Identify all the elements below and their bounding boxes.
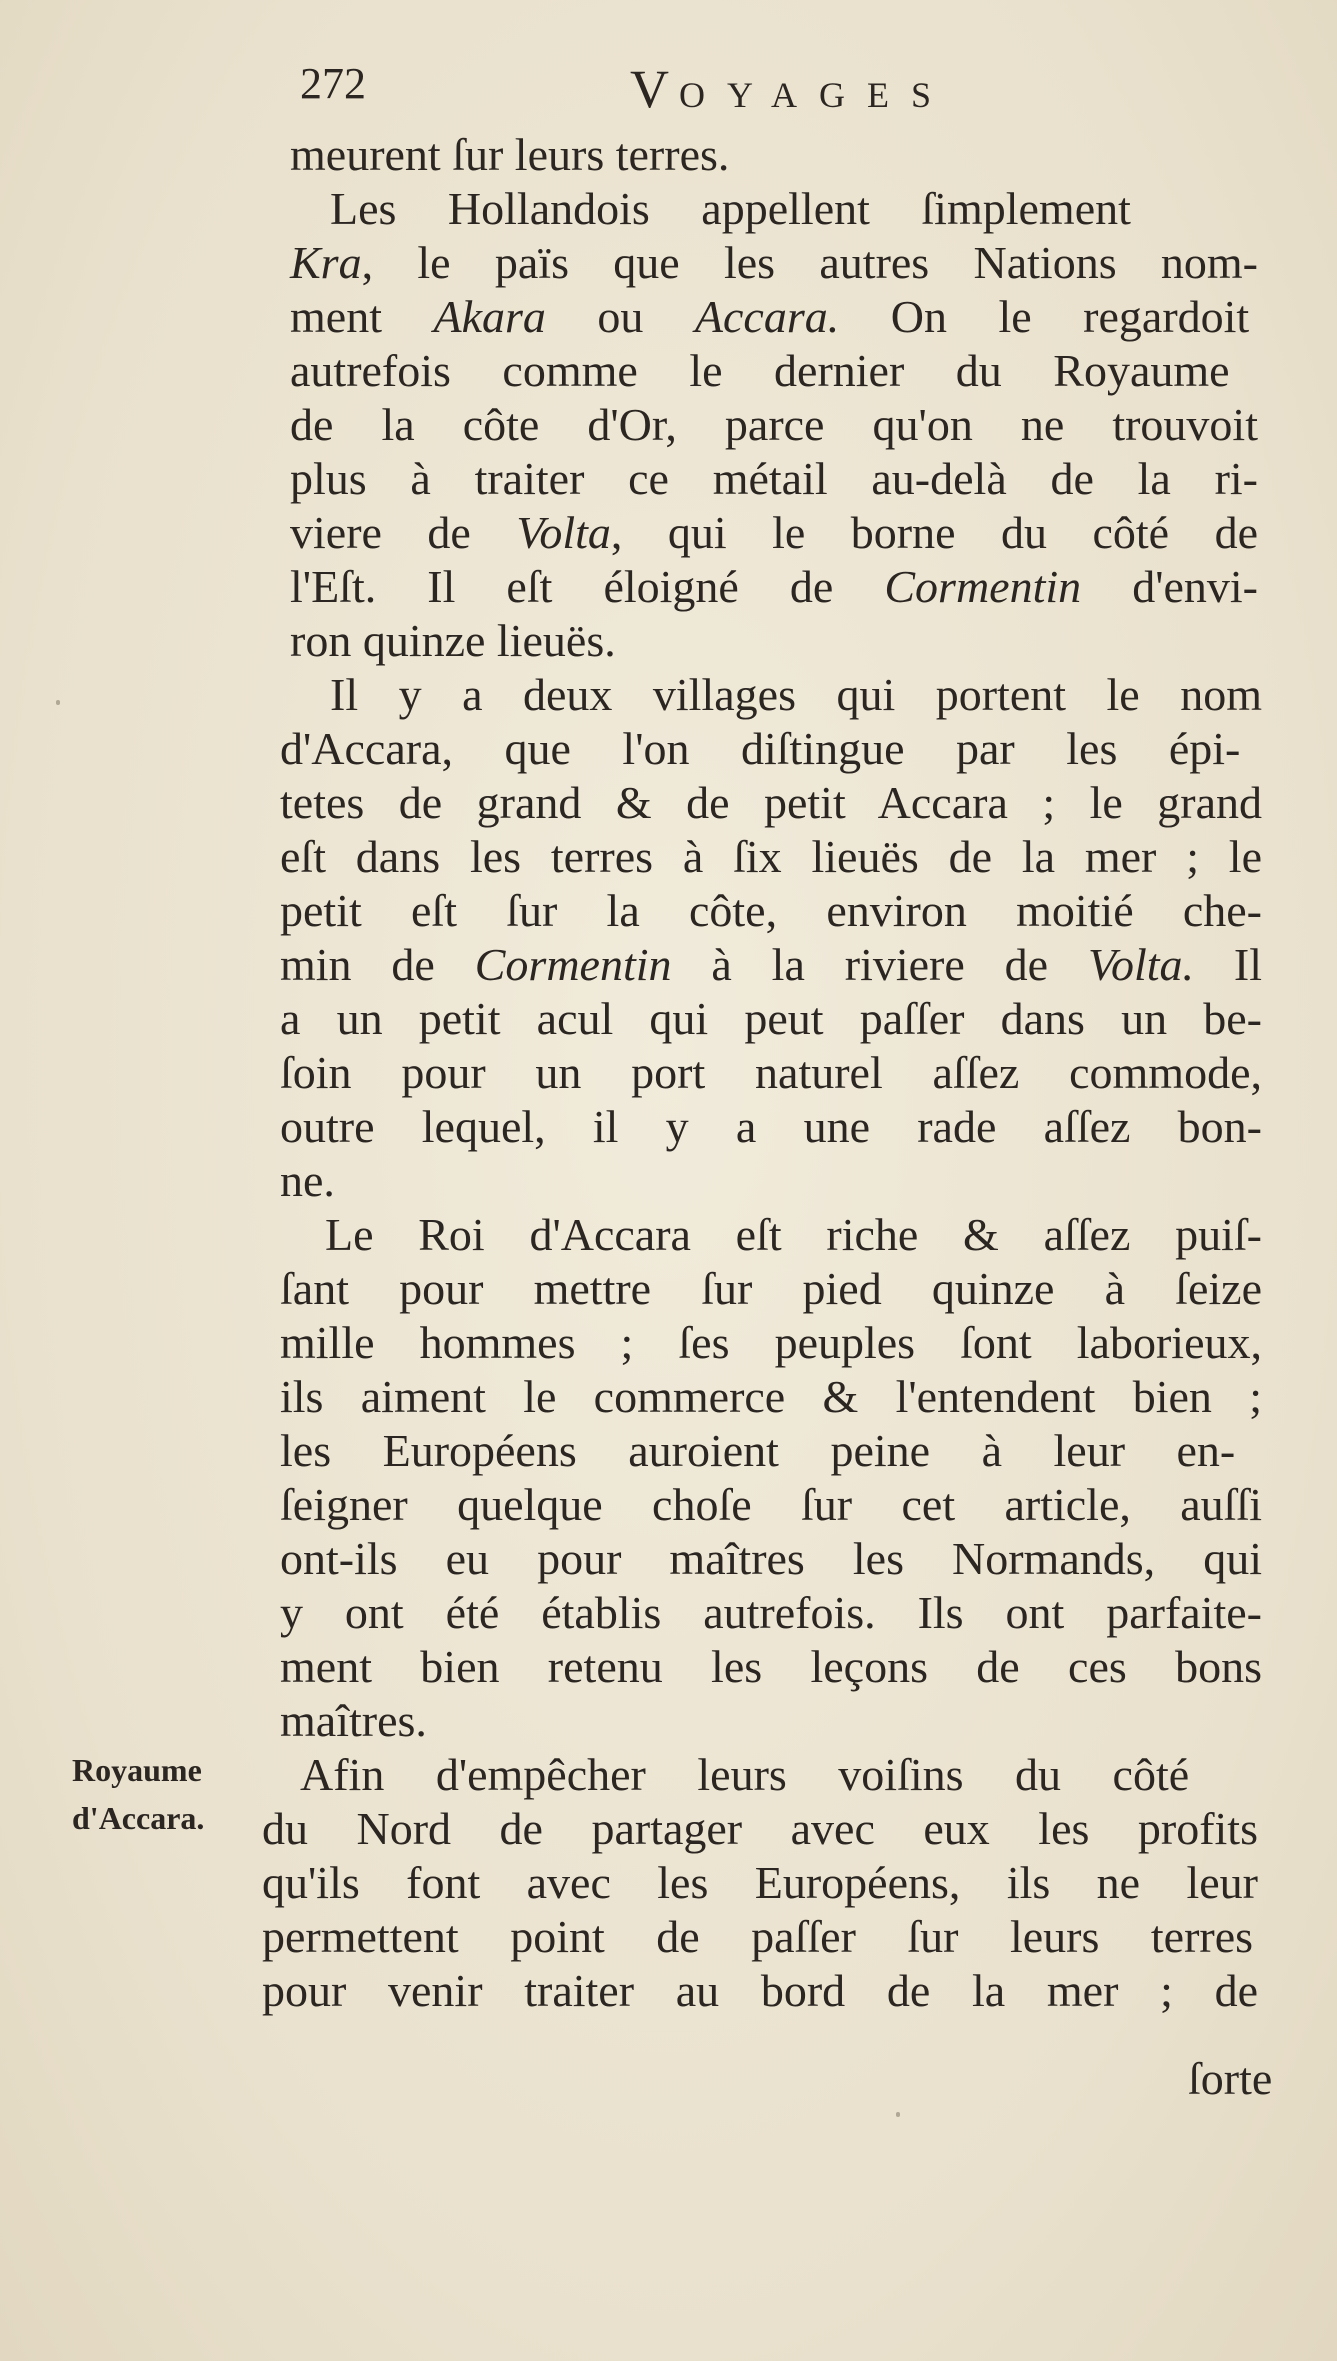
text-run: à la riviere de bbox=[671, 939, 1088, 990]
italic-run: Accara. bbox=[694, 291, 840, 342]
italic-run: Akara bbox=[433, 291, 546, 342]
text-run: l'Eſt. Il eſt éloigné de bbox=[290, 561, 885, 612]
text-run: ment bien retenu les leçons de ces bons bbox=[280, 1641, 1262, 1692]
text-line bbox=[290, 560, 1258, 614]
text-run: Le Roi d'Accara eſt riche & aſſez puiſ- bbox=[325, 1209, 1262, 1260]
text-line bbox=[280, 722, 1240, 776]
text-run: pour venir traiter au bord de la mer ; de bbox=[262, 1965, 1258, 2016]
running-title bbox=[630, 58, 953, 120]
text-run: Afin d'empêcher leurs voiſins du côté bbox=[300, 1749, 1190, 1800]
running-title-initial: V bbox=[630, 59, 669, 119]
text-run: Il bbox=[1194, 939, 1262, 990]
text-line bbox=[290, 344, 1230, 398]
text-line bbox=[262, 1964, 1258, 2018]
text-line bbox=[280, 830, 1262, 884]
italic-run: Cormentin bbox=[474, 939, 672, 990]
text-run: ne. bbox=[280, 1155, 335, 1206]
text-run: outre lequel, il y a une rade aſſez bon- bbox=[280, 1101, 1262, 1152]
text-line bbox=[290, 452, 1258, 506]
text-run: , qui le borne du côté de bbox=[610, 507, 1258, 558]
text-run: qu'ils font avec les Européens, ils ne leur bbox=[262, 1857, 1258, 1908]
text-line bbox=[290, 290, 1249, 344]
paper-spot bbox=[56, 700, 60, 705]
text-run: autrefois comme le dernier du Royaume bbox=[290, 345, 1230, 396]
text-run: ſoin pour un port naturel aſſez commode, bbox=[280, 1047, 1262, 1098]
text-line bbox=[280, 1154, 335, 1208]
text-line bbox=[280, 1100, 1262, 1154]
text-run: a un petit acul qui peut paſſer dans un be- bbox=[280, 993, 1262, 1044]
text-line bbox=[290, 398, 1258, 452]
text-line bbox=[325, 1208, 1262, 1262]
text-run: ils aiment le commerce & l'entendent bien ; bbox=[280, 1371, 1262, 1422]
text-run: meurent ſur leurs terres. bbox=[290, 129, 730, 180]
text-run: y ont été établis autrefois. Ils ont parfaite- bbox=[280, 1587, 1262, 1638]
text-run: On le regardoit bbox=[839, 291, 1250, 342]
text-run: maîtres. bbox=[280, 1695, 427, 1746]
text-line bbox=[290, 128, 729, 182]
text-run: ou bbox=[545, 291, 695, 342]
catchword: ſorte bbox=[1188, 2053, 1273, 2104]
text-line bbox=[300, 1748, 1189, 1802]
text-line bbox=[290, 506, 1258, 560]
text-line bbox=[262, 1856, 1258, 1910]
text-line bbox=[280, 1262, 1262, 1316]
text-line bbox=[280, 1478, 1262, 1532]
text-line bbox=[280, 1046, 1262, 1100]
text-run: Il y a deux villages qui portent le nom bbox=[330, 669, 1262, 720]
text-line bbox=[280, 884, 1262, 938]
text-line bbox=[280, 1424, 1235, 1478]
text-line bbox=[262, 1910, 1253, 1964]
running-title-rest: OYAGES bbox=[679, 75, 954, 115]
paper-spot bbox=[896, 2112, 900, 2117]
text-run: permettent point de paſſer ſur leurs terres bbox=[262, 1911, 1254, 1962]
italic-run: Cormentin bbox=[884, 561, 1082, 612]
text-line bbox=[330, 668, 1262, 722]
text-run: d'envi- bbox=[1081, 561, 1258, 612]
text-line bbox=[280, 1316, 1262, 1370]
italic-run: Kra bbox=[290, 237, 362, 288]
text-run: les Européens auroient peine à leur en- bbox=[280, 1425, 1236, 1476]
text-line bbox=[280, 992, 1262, 1046]
text-line bbox=[280, 776, 1262, 830]
margin-note-line-2: d'Accara. bbox=[72, 1800, 205, 1836]
text-run: tetes de grand & de petit Accara ; le grand bbox=[280, 777, 1262, 828]
text-line bbox=[280, 1532, 1262, 1586]
text-run: plus à traiter ce métail au-delà de la ri- bbox=[290, 453, 1258, 504]
text-run: Les Hollandois appellent ſimplement bbox=[330, 183, 1131, 234]
text-run: min de bbox=[280, 939, 475, 990]
running-header bbox=[300, 58, 1040, 128]
text-run: eſt dans les terres à ſix lieuës de la mer ; le bbox=[280, 831, 1262, 882]
page-number: 272 bbox=[300, 59, 366, 108]
text-line bbox=[290, 614, 616, 668]
text-run: , le païs que les autres Nations nom- bbox=[361, 237, 1258, 288]
italic-run: Volta. bbox=[1087, 939, 1195, 990]
text-run: mille hommes ; ſes peuples ſont laborieux, bbox=[280, 1317, 1262, 1368]
text-line bbox=[280, 1370, 1262, 1424]
italic-run: Volta bbox=[516, 507, 611, 558]
text-line bbox=[330, 182, 1131, 236]
text-run: ſant pour mettre ſur pied quinze à ſeize bbox=[280, 1263, 1262, 1314]
text-run: viere de bbox=[290, 507, 517, 558]
text-run: du Nord de partager avec eux les profits bbox=[262, 1803, 1258, 1854]
text-run: d'Accara, que l'on diſtingue par les épi- bbox=[280, 723, 1241, 774]
text-run: ont-ils eu pour maîtres les Normands, qui bbox=[280, 1533, 1262, 1584]
text-run: ment bbox=[290, 291, 434, 342]
text-line bbox=[280, 1640, 1262, 1694]
margin-note-line-1: Royaume bbox=[72, 1752, 202, 1788]
text-line bbox=[262, 1802, 1258, 1856]
text-line bbox=[280, 938, 1262, 992]
text-line bbox=[290, 236, 1258, 290]
text-run: petit eſt ſur la côte, environ moitié che- bbox=[280, 885, 1262, 936]
text-run: ſeigner quelque choſe ſur cet article, auſſi bbox=[280, 1479, 1262, 1530]
text-line bbox=[280, 1694, 427, 1748]
text-run: ron quinze lieuës. bbox=[290, 615, 616, 666]
text-line bbox=[280, 1586, 1262, 1640]
text-run: de la côte d'Or, parce qu'on ne trouvoit bbox=[290, 399, 1258, 450]
